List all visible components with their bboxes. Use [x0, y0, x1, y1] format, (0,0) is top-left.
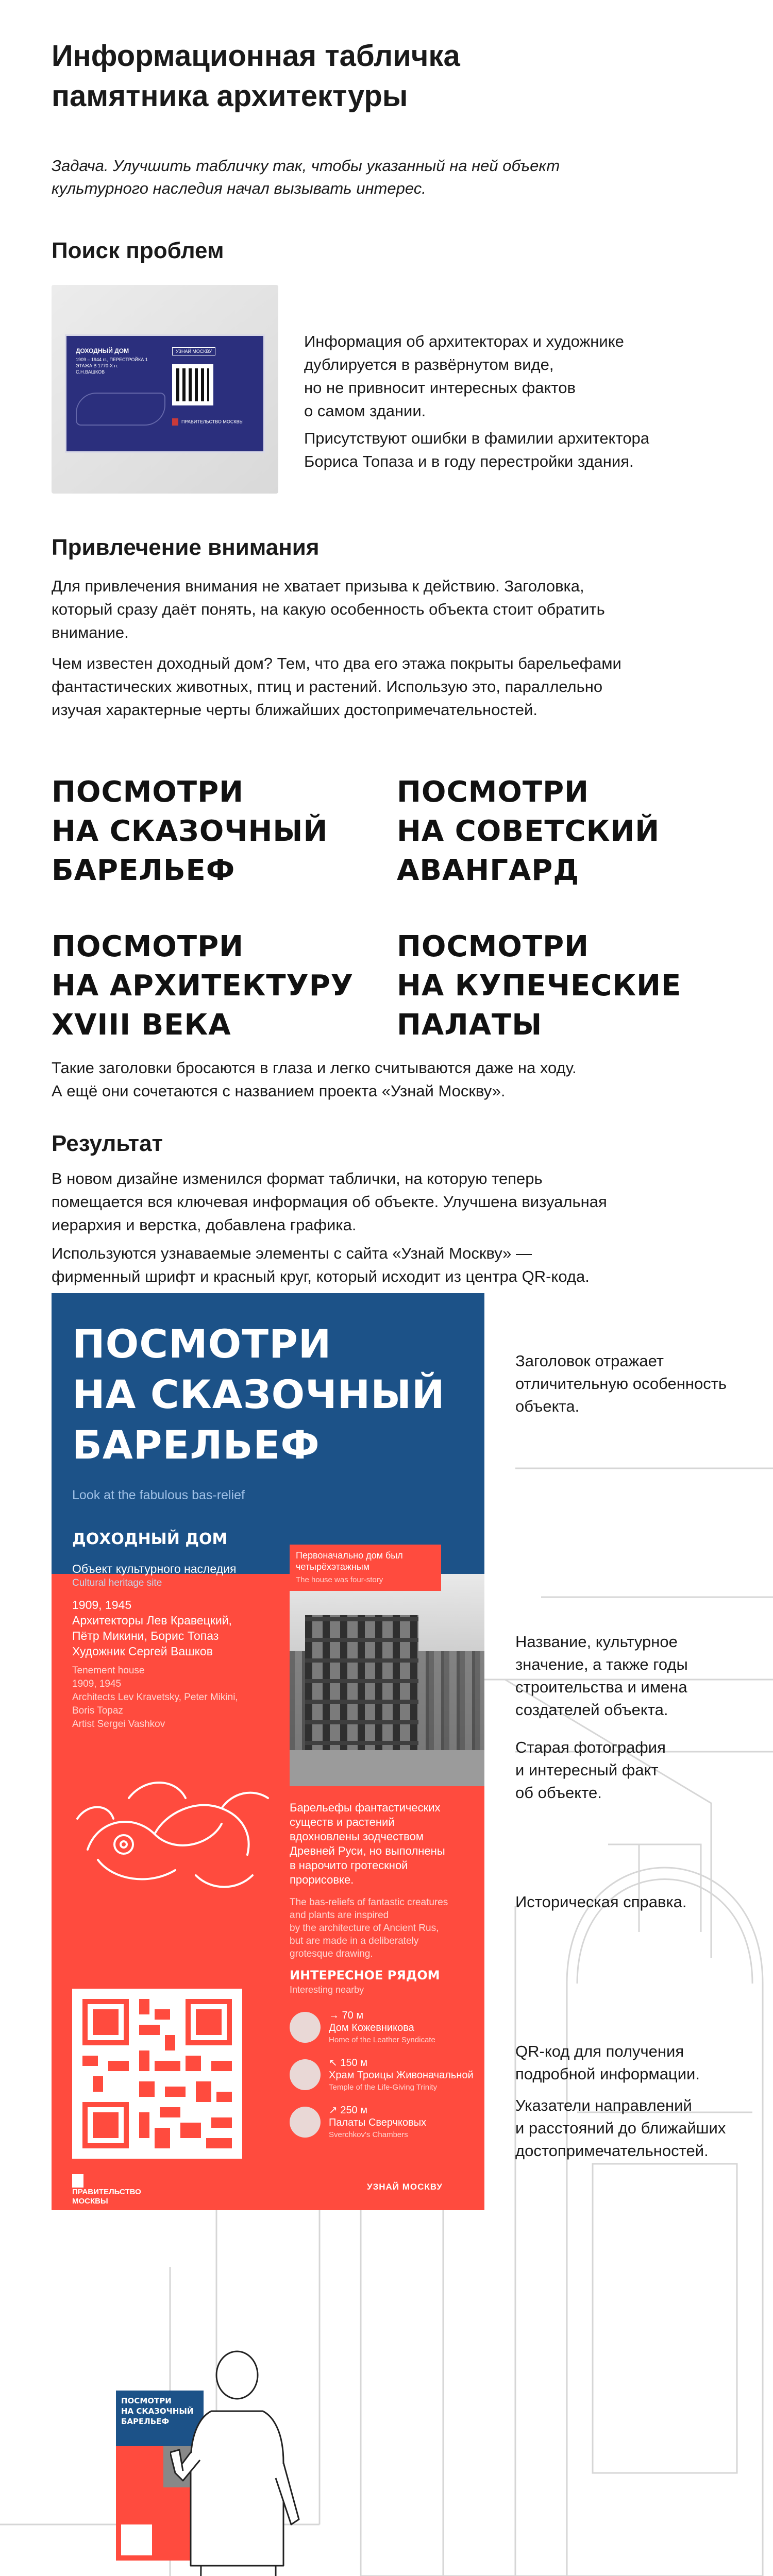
poster-years-architects-en [72, 1664, 238, 1731]
moscow-coat-of-arms-icon [72, 2174, 83, 2188]
small-plate-title-line: БАРЕЛЬЕФ [121, 2417, 170, 2426]
government-label: ПРАВИТЕЛЬСТВО МОСКВЫ [72, 2188, 141, 2206]
headline-merchant-chambers [397, 927, 681, 1045]
headline-line: ПАЛАТЫ [397, 1008, 543, 1042]
note-line: строительства и имена [515, 1678, 687, 1696]
attention-p1-line: Для привлечения внимания не хватает призыва к действию. Заголовка, [52, 577, 584, 595]
poster-house-name: ДОХОДНЫЙ ДОМ [72, 1530, 228, 1548]
old-building-photo [290, 1574, 484, 1786]
nearby-name: Дом Кожевникова [329, 2022, 414, 2033]
old-plate [65, 334, 265, 453]
poster-info-line: Cultural heritage site [72, 1578, 162, 1588]
task-line-2: культурного наследия начал вызывать интерес. [52, 179, 426, 197]
problems-text-2-line: Бориса Топаза и в году перестройки здания. [304, 452, 634, 470]
headline-line: АВАНГАРД [397, 854, 580, 887]
fact-en-line: by the architecture of Ancient Rus, [290, 1923, 439, 1934]
note-line: подробной информации. [515, 2065, 700, 2083]
page-title-line-1: Информационная табличка [52, 39, 460, 73]
fact-en-line: and plants are inspired [290, 1910, 389, 1921]
qr-code-pattern [72, 1989, 242, 2159]
section-heading-problems: Поиск проблем [52, 238, 224, 263]
old-plate-photo [52, 285, 278, 494]
old-plate-tag: УЗНАЙ МОСКВУ [172, 347, 215, 355]
note-line: Название, культурное [515, 1633, 678, 1651]
note-line: и расстояний до ближайших [515, 2119, 726, 2137]
poster-subtitle: Look at the fabulous bas-relief [72, 1488, 245, 1502]
page-title-line-2: памятника архитектуры [52, 79, 408, 113]
nearby-item[interactable] [290, 2057, 475, 2104]
photo-street [290, 1750, 484, 1786]
poster-title [72, 1319, 445, 1470]
problems-text-1-line: дублируется в развёрнутом виде, [304, 355, 554, 374]
page-title [52, 36, 670, 116]
attention-p3-line: А ещё они сочетаются с названием проекта «Узнай Москву». [52, 1082, 506, 1100]
poster-title-line: НА СКАЗОЧНЫЙ [72, 1371, 445, 1417]
attention-p3-line: Такие заголовки бросаются в глаза и легко считываются даже на ходу. [52, 1059, 577, 1077]
note-line: Старая фотография [515, 1738, 666, 1756]
photo-caption-en: The house was four-story [296, 1575, 383, 1584]
poster-title-line: ПОСМОТРИ [72, 1321, 332, 1367]
nearby-subheading: Interesting nearby [290, 1985, 364, 1995]
government-logo [72, 2174, 139, 2206]
nearby-heading: ИНТЕРЕСНОЕ РЯДОМ [290, 1968, 440, 1982]
attention-p1-line: который сразу даёт понять, на какую особенность объекта стоит обратить [52, 600, 605, 618]
note-line: Указатели направлений [515, 2096, 692, 2114]
small-plate-qr [121, 2524, 152, 2555]
headline-soviet-avantgarde [397, 773, 660, 890]
nearby-name-en: Home of the Leather Syndicate [329, 2036, 435, 2044]
headline-line: НА СОВЕТСКИЙ [397, 815, 660, 848]
note-line: Заголовок отражает [515, 1352, 664, 1370]
nearby-item-text [329, 2104, 426, 2141]
headline-line: ПОСМОТРИ [397, 930, 590, 963]
qr-code[interactable] [72, 1989, 242, 2159]
note-line: объекта. [515, 1397, 580, 1415]
nearby-item-text [329, 2009, 435, 2046]
poster-years-architects-ru [72, 1597, 232, 1659]
old-plate-qr-code [172, 364, 213, 405]
nearby-distance: ↖ 150 м [329, 2057, 367, 2069]
note-qr-code [515, 2040, 752, 2086]
small-plate-title-line: ПОСМОТРИ [121, 2396, 172, 2405]
old-plate-title: ДОХОДНЫЙ ДОМ [76, 347, 129, 354]
poster-info-line: Архитекторы Лев Кравецкий, [72, 1614, 232, 1627]
headline-line: БАРЕЛЬЕФ [52, 854, 236, 887]
headline-line: ПОСМОТРИ [52, 775, 244, 809]
attention-p2-line: Чем известен доходный дом? Тем, что два его этажа покрыты барельефами [52, 654, 621, 672]
fact-en-line: The bas-reliefs of fantastic creatures [290, 1897, 448, 1908]
fact-line: существ и растений [290, 1816, 395, 1828]
fact-line: прорисовке. [290, 1873, 354, 1886]
attention-p2-line: изучая характерные черты ближайших достопримечательностей. [52, 701, 537, 719]
section-heading-result: Результат [52, 1131, 163, 1156]
nearby-item[interactable] [290, 2104, 475, 2151]
result-p1-line: иерархия и верстка, добавлена графика. [52, 1216, 357, 1234]
historical-fact-ru [290, 1801, 470, 1887]
poster-info-line: Пётр Микини, Борис Топаз [72, 1629, 219, 1642]
headline-line: ПОСМОТРИ [52, 930, 244, 963]
poster-info-line: Художник Сергей Вашков [72, 1645, 213, 1658]
task-statement [52, 155, 567, 200]
nearby-name-en: Sverchkov's Chambers [329, 2130, 408, 2139]
poster-info-line: Объект культурного наследия [72, 1562, 237, 1575]
fact-line: в нарочито гротескной [290, 1859, 408, 1872]
attention-p2-line: фантастических животных, птиц и растений. Использую это, параллельно [52, 677, 603, 696]
old-plate-subtitle: 1909 – 1944 гг., ПЕРЕСТРОЙКА 1 ЭТАЖА В 1770-Х гг. С.Н.ВАШКОВ [76, 357, 148, 375]
fact-line: Барельефы фантастических [290, 1801, 441, 1814]
nearby-name: Палаты Сверчковых [329, 2117, 427, 2128]
nearby-name: Храм Троицы Живоначальной [329, 2070, 474, 2081]
attention-paragraph-3 [52, 1056, 721, 1103]
fact-en-line: grotesque drawing. [290, 1948, 373, 1959]
fact-en-line: but are made in a deliberately [290, 1936, 419, 1946]
fact-line: вдохновлены зодчеством [290, 1830, 424, 1843]
result-paragraph-1 [52, 1167, 721, 1236]
new-plate-poster [52, 1293, 484, 2210]
note-line: достопримечательностей. [515, 2142, 709, 2160]
problems-text-1 [304, 330, 706, 422]
small-plate-title-line: НА СКАЗОЧНЫЙ [121, 2406, 194, 2416]
headline-line: НА КУПЕЧЕСКИЕ [397, 969, 682, 1003]
note-line: и интересный факт [515, 1761, 659, 1779]
nearby-item-text [329, 2057, 474, 2094]
note-line: значение, а также годы [515, 1655, 688, 1673]
problems-text-1-line: о самом здании. [304, 402, 426, 420]
poster-info-line: Boris Topaz [72, 1705, 123, 1716]
result-p2-line: фирменный шрифт и красный круг, который исходит из центра QR-кода. [52, 1267, 590, 1285]
poster-info-line: Tenement house [72, 1665, 145, 1676]
nearby-photo-thumbnail [290, 2107, 321, 2138]
note-headline [515, 1350, 752, 1418]
note-line: QR-код для получения [515, 2042, 684, 2060]
nearby-distance: → 70 м [329, 2010, 364, 2021]
section-heading-attention: Привлечение внимания [52, 535, 320, 560]
problems-text-2-line: Присутствуют ошибки в фамилии архитектора [304, 429, 650, 447]
person-line-drawing [170, 2349, 325, 2576]
nearby-photo-thumbnail [290, 2059, 321, 2090]
attention-p1-line: внимание. [52, 623, 129, 641]
result-p1-line: В новом дизайне изменился формат таблички, на которую теперь [52, 1170, 543, 1188]
nearby-photo-thumbnail [290, 2012, 321, 2043]
poster-info-line: Architects Lev Kravetsky, Peter Mikini, [72, 1692, 238, 1703]
old-plate-gov-label: ПРАВИТЕЛЬСТВО МОСКВЫ [172, 418, 244, 426]
headline-fairy-bas-relief [52, 773, 328, 890]
nearby-distance: ↗ 250 м [329, 2105, 367, 2116]
note-old-photo [515, 1736, 752, 1804]
note-name-info [515, 1631, 752, 1721]
headline-line: ПОСМОТРИ [397, 775, 590, 809]
note-nearby [515, 2094, 752, 2162]
old-plate-ornament [76, 393, 165, 426]
headline-line: НА АРХИТЕКТУРУ [52, 969, 354, 1003]
task-line-1: Задача. Улучшить табличку так, чтобы указанный на ней объект [52, 157, 560, 175]
photo-caption [290, 1545, 441, 1591]
fact-line: Древней Руси, но выполнены [290, 1844, 445, 1857]
attention-paragraph-2 [52, 652, 721, 721]
note-line: Историческая справка. [515, 1893, 687, 1911]
note-line: создателей объекта. [515, 1701, 668, 1719]
poster-info-line: 1909, 1945 [72, 1679, 122, 1689]
note-historical [515, 1891, 752, 1913]
result-p1-line: помещается вся ключевая информация об объекте. Улучшена визуальная [52, 1193, 607, 1211]
note-line: об объекте. [515, 1784, 602, 1802]
poster-heritage-ru [72, 1561, 236, 1577]
historical-fact-en [290, 1896, 470, 1960]
result-p2-line: Используются узнаваемые элементы с сайта «Узнай Москву» — [52, 1244, 532, 1262]
brand-logo: УЗНАЙ МОСКВУ [367, 2182, 443, 2192]
poster-heritage-en [72, 1577, 162, 1590]
nearby-name-en: Temple of the Life-Giving Trinity [329, 2083, 438, 2092]
nearby-item[interactable] [290, 2009, 475, 2057]
poster-title-line: БАРЕЛЬЕФ [72, 1422, 320, 1468]
nearby-list [290, 2009, 475, 2151]
headline-line: НА СКАЗОЧНЫЙ [52, 815, 328, 848]
problems-text-1-line: но не привносит интересных фактов [304, 379, 576, 397]
photo-caption-ru: Первоначально дом был четырёхэтажным [296, 1550, 403, 1572]
poster-info-line: Artist Sergei Vashkov [72, 1719, 165, 1730]
bas-relief-creature-illustration [67, 1757, 283, 1906]
problems-text-2 [304, 427, 716, 473]
headline-18th-century [52, 927, 354, 1045]
note-line: отличительную особенность [515, 1375, 727, 1393]
headline-line: XVIII ВЕКА [52, 1008, 231, 1042]
problems-text-1-line: Информация об архитекторах и художнике [304, 332, 624, 350]
poster-info-line: 1909, 1945 [72, 1598, 132, 1612]
attention-paragraph-1 [52, 574, 721, 644]
